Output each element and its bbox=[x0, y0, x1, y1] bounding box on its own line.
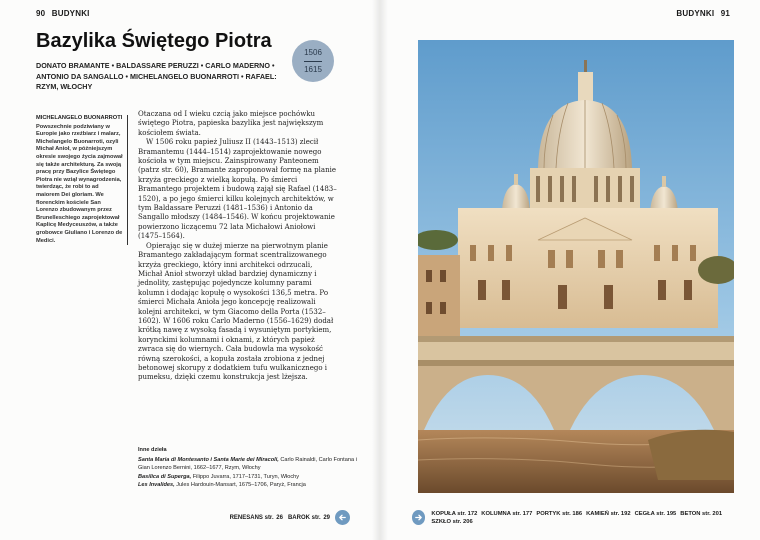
other-work-item bbox=[138, 481, 368, 489]
xref-beton[interactable] bbox=[680, 510, 722, 518]
main-text bbox=[138, 110, 338, 383]
date-start: 1506 bbox=[304, 47, 322, 57]
xref-page: 26 bbox=[276, 514, 283, 521]
other-works-heading: Inne dzieła bbox=[138, 447, 167, 453]
xref-label: SZKŁO str. bbox=[431, 519, 462, 525]
running-head-right bbox=[676, 9, 730, 18]
xref-page: 206 bbox=[463, 519, 473, 525]
paragraph: Opierając się w dużej mierze na pierwotnym planie Bramantego zakładającym format scentralizowanego krzyża greckiego, który inni architekci odrzucali, Michał Anioł stworzył układ bardziej dynamiczny i jednolity, zastępując pojedyncze kolumny parami kolumn i dodając kopułę o wysokości 136,5 metra. Po śmierci Michała Anioła jego koncepcję realizowali kolejni architekci, w tym Giacomo della Porta (1532–1602). W 1606 roku Carlo Maderno (1556–1629) dodał krótką nawę z wysoką fasadą i wysuniętym portykiem, korynckimi kolumnami i oknami, z których papież zwraca się do wiernych. Cała budowla ma wysokość równą szerokości, a kopuła została zrobiona z jednej betonowej skorupy z dodatkiem tufu wulkanicznego i pumeksu, dzięki czemu konstrukcja jest lżejsza. bbox=[138, 241, 334, 382]
other-work-title: Santa Maria di Montesanto i Santa Marie dei Miracoli, bbox=[138, 457, 279, 464]
arrow-right-icon bbox=[414, 513, 423, 522]
date-end: 1615 bbox=[304, 64, 322, 74]
xref-renesans[interactable] bbox=[230, 515, 283, 521]
xref-szklo[interactable] bbox=[431, 518, 472, 526]
section-label-left: BUDYNKI bbox=[51, 9, 90, 18]
xref-label: CEGŁA str. bbox=[634, 511, 665, 517]
xref-label: RENESANS str. bbox=[229, 514, 274, 521]
other-work-title: Basilica di Superga, bbox=[138, 473, 192, 480]
xref-page: 195 bbox=[666, 511, 677, 517]
cross-references-left bbox=[230, 510, 350, 525]
page-number-left: 90 bbox=[36, 9, 46, 18]
xref-portyk[interactable] bbox=[536, 510, 582, 518]
xref-page: 29 bbox=[323, 514, 330, 521]
arrow-left-button[interactable] bbox=[335, 510, 350, 525]
xref-page: 177 bbox=[522, 511, 533, 517]
xref-barok[interactable] bbox=[288, 515, 330, 521]
page-title: Bazylika Świętego Piotra bbox=[36, 30, 272, 52]
page-number-right: 91 bbox=[720, 9, 730, 18]
paragraph: W 1506 roku papież Juliusz II (1443–1513) zlecił Bramantemu (1444–1514) zaprojektowanie nowego kościoła w tym miejscu. Zainspirowany Panteonem (patrz str. 60), Bramante zaproponował formę na planie krzyża greckiego z wielką kopułą. Po śmierci Bramantego projektem i budową zajął się Rafael (1483–1520), a po jego śmierci kilku kolejnych architektów, w tym Baldassare Peruzzi (1481–1536) i Antonio da Sangallo młodszy (1484–1546). W końcu projektowanie powierzono liczącemu 72 lata Michałowi Aniołowi (1475–1564). bbox=[138, 138, 337, 241]
other-work-title: Les Invalides, bbox=[138, 481, 175, 488]
xref-page: 186 bbox=[572, 511, 583, 517]
sidebar-box bbox=[36, 115, 128, 245]
basilica-photo bbox=[418, 40, 734, 493]
other-work-details: Jules Hardouin-Mansart, 1675–1706, Paryż, Francja bbox=[174, 481, 306, 488]
section-label-right: BUDYNKI bbox=[676, 9, 715, 18]
st-peters-basilica-illustration bbox=[418, 40, 734, 493]
xref-kamien[interactable] bbox=[586, 510, 630, 518]
xref-label: BAROK str. bbox=[287, 514, 321, 521]
other-work-item bbox=[138, 473, 368, 481]
xref-label: KOLUMNA str. bbox=[481, 511, 522, 517]
other-work-details: Filippo Juvarra, 1717–1731, Turyn, Włochy bbox=[191, 473, 300, 480]
arrow-left-icon bbox=[338, 513, 347, 522]
xref-kopula[interactable] bbox=[431, 510, 477, 518]
xref-page: 192 bbox=[620, 511, 631, 517]
date-separator bbox=[304, 61, 322, 62]
other-works bbox=[138, 446, 368, 489]
xref-kolumna[interactable] bbox=[481, 510, 532, 518]
book-gutter bbox=[372, 0, 388, 540]
architects-subtitle: DONATO BRAMANTE • BALDASSARE PERUZZI • CARLO MADERNO • ANTONIO DA SANGALLO • MICHELANGELO BUONARROTI • RAFAEL: RZYM, WŁOCHY bbox=[36, 61, 277, 91]
xref-list bbox=[431, 510, 732, 526]
other-work-details: Carlo Rainaldi, Carlo Fontana i Gian Lorenzo Bernini, 1662–1677, Rzym, Włochy bbox=[138, 457, 357, 472]
date-badge bbox=[292, 40, 334, 82]
xref-label: PORTYK str. bbox=[536, 511, 571, 517]
sidebar-heading: MICHELANGELO BUONARROTI bbox=[36, 115, 123, 121]
cross-references-right bbox=[412, 510, 732, 526]
paragraph: Otaczana od I wieku czcią jako miejsce pochówku świętego Piotra, papieska bazylika jest największym kościołem świata. bbox=[138, 110, 324, 137]
xref-label: BETON str. bbox=[680, 511, 711, 517]
running-head-left bbox=[36, 9, 90, 18]
sidebar-body: Powszechnie podziwiany w Europie jako rzeźbiarz i malarz, Michelangelo Buonarroti, ozyli Michał Anioł, w późniejszym okresie swojego życia zajmował się także architekturą. Za swoją pracę przy Bazylice Świętego Piotra nie wziął wynagrodzenia, twierdząc, że robi to ad maiorem Dei gloriam. We florenckim kościele San Lorenzo zbudowanym przez Brunelleschiego zaprojektował Kaplicę Medyceuszów, a także grobowce Giuliano i Lorenzo de Medici. bbox=[36, 123, 123, 244]
xref-label: KAMIEŃ str. bbox=[586, 511, 620, 517]
xref-cegla[interactable] bbox=[635, 510, 677, 518]
arrow-right-button[interactable] bbox=[412, 510, 425, 525]
xref-page: 172 bbox=[467, 511, 478, 517]
xref-page: 201 bbox=[712, 511, 723, 517]
other-work-item bbox=[138, 456, 368, 472]
xref-label: KOPUŁA str. bbox=[431, 511, 466, 517]
